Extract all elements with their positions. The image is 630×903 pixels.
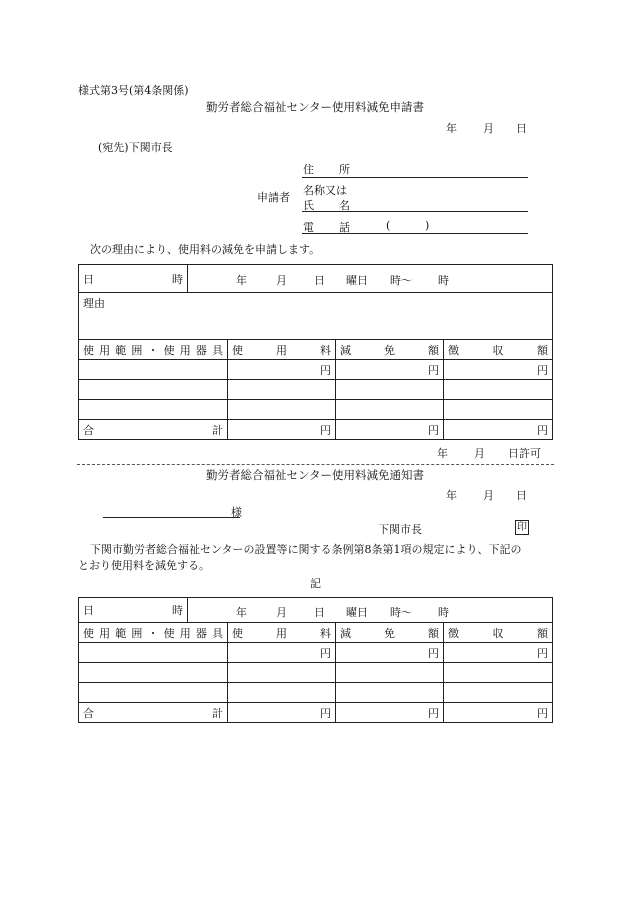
notice-body-line2: とおり使用料を減免する。 <box>78 559 210 572</box>
header-char: 用 <box>99 343 111 357</box>
header-char: 具 <box>212 626 223 640</box>
header-char: 額 <box>428 626 439 640</box>
header-row <box>79 623 553 643</box>
addressee: (宛先)下関市長 <box>98 141 173 154</box>
application-table <box>78 264 553 440</box>
phone-line <box>302 233 528 234</box>
header-char: 用 <box>276 626 287 640</box>
notice-date-day: 日 <box>516 489 527 502</box>
phone-label-b: 話 <box>339 221 350 234</box>
header-char: 額 <box>537 626 548 640</box>
date-month: 月 <box>483 122 494 135</box>
datetime-label: 日 時 <box>79 265 188 293</box>
header-char: 用 <box>179 626 191 640</box>
reason-cell: 理由 <box>79 293 553 340</box>
col-collection-header <box>444 340 553 360</box>
applicant-label: 申請者 <box>257 191 290 204</box>
notice-date-year: 年 <box>446 489 457 502</box>
header-char: 使 <box>163 343 175 357</box>
reason-row <box>79 293 553 340</box>
date-day: 日 <box>516 122 527 135</box>
header-char: 額 <box>428 343 439 357</box>
notice-date-month: 月 <box>483 489 494 502</box>
phone-paren-close: ) <box>425 219 430 232</box>
permit-day: 日許可 <box>508 447 541 460</box>
header-char: 使 <box>83 626 94 640</box>
header-char: 使 <box>232 626 243 640</box>
header-char: 囲 <box>131 626 143 640</box>
header-char: 使 <box>232 343 243 357</box>
table-row <box>79 683 553 703</box>
header-char: 免 <box>384 343 395 357</box>
notice-table <box>78 597 553 723</box>
datetime-label: 日 時 <box>79 598 188 623</box>
notice-body-line1: 下関市勤労者総合福祉センターの設置等に関する条例第8条第1項の規定により、下記の <box>90 543 522 556</box>
col-fee-header <box>228 623 336 643</box>
phone-paren-open: ( <box>386 219 391 232</box>
address-label-b: 所 <box>339 163 350 176</box>
header-char: ・ <box>147 626 159 640</box>
table-row <box>79 380 553 400</box>
col-scope-header <box>79 623 228 643</box>
mayor-label: 下関市長 <box>378 523 422 536</box>
header-char: 料 <box>320 343 331 357</box>
total-label: 合 計 <box>79 703 228 723</box>
header-char: 囲 <box>131 343 143 357</box>
header-char: 減 <box>340 626 351 640</box>
name-label-a: 氏 <box>303 199 314 212</box>
total-label: 合 計 <box>79 420 228 440</box>
header-char: 減 <box>340 343 351 357</box>
phone-label-a: 電 <box>303 221 314 234</box>
header-char: 用 <box>276 343 287 357</box>
total-row: 合 計 円 円 円 <box>79 703 553 723</box>
table-row: 円 円 円 <box>79 643 553 663</box>
form-number: 様式第3号(第4条関係) <box>78 84 189 97</box>
col-reduction-header <box>336 340 444 360</box>
table-row <box>79 663 553 683</box>
header-char: 額 <box>537 343 548 357</box>
datetime-row <box>79 598 553 623</box>
address-line <box>302 177 528 178</box>
permit-month: 月 <box>474 447 485 460</box>
col-reduction-header <box>336 623 444 643</box>
table-row: 円 円 円 <box>79 360 553 380</box>
seal-mark: 印 <box>517 522 527 533</box>
address-label-a: 住 <box>303 163 314 176</box>
application-title: 勤労者総合福祉センター使用料減免申請書 <box>205 100 425 114</box>
header-char: ・ <box>147 343 159 357</box>
header-char: 用 <box>179 343 191 357</box>
name-line <box>302 211 528 212</box>
header-char: 範 <box>115 343 127 357</box>
cut-line <box>77 464 554 465</box>
header-char: 収 <box>492 343 504 357</box>
header-char: 免 <box>384 626 395 640</box>
header-row <box>79 340 553 360</box>
permit-year: 年 <box>437 447 448 460</box>
header-char: 料 <box>320 626 331 640</box>
header-char: 収 <box>492 626 504 640</box>
table-row <box>79 400 553 420</box>
header-char: 用 <box>99 626 111 640</box>
datetime-value: 年 月 日 曜日 時～ 時 <box>188 598 553 623</box>
notice-title: 勤労者総合福祉センター使用料減免通知書 <box>205 468 425 482</box>
header-char: 範 <box>115 626 127 640</box>
date-year: 年 <box>446 122 457 135</box>
col-collection-header <box>444 623 553 643</box>
header-char: 使 <box>163 626 175 640</box>
header-char: 器 <box>195 343 207 357</box>
header-char: 使 <box>83 343 94 357</box>
header-char: 器 <box>195 626 207 640</box>
recipient-line <box>103 517 240 518</box>
datetime-value: 年 月 日 曜日 時～ 時 <box>188 265 553 293</box>
sama-label: 様 <box>231 506 242 519</box>
header-char: 徴 <box>448 343 459 357</box>
col-scope-header <box>79 340 228 360</box>
total-row: 合 計 円 円 円 <box>79 420 553 440</box>
name-label-b: 名 <box>339 199 350 212</box>
col-fee-header <box>228 340 336 360</box>
header-char: 具 <box>212 343 223 357</box>
ki-label: 記 <box>310 577 321 590</box>
name-label-line1: 名称又は <box>303 184 347 197</box>
request-text: 次の理由により、使用料の減免を申請します。 <box>90 243 321 256</box>
header-char: 徴 <box>448 626 459 640</box>
datetime-row <box>79 265 553 293</box>
